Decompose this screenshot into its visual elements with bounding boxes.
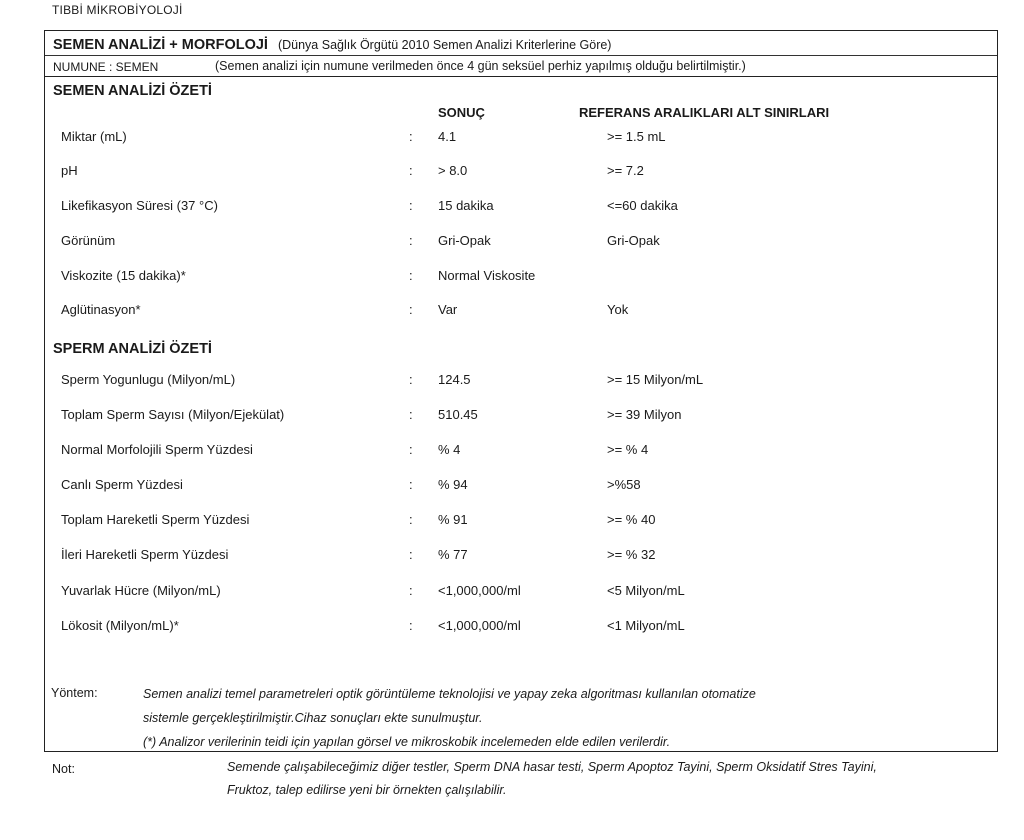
separator: : — [409, 407, 413, 422]
reference-value: >= % 32 — [607, 547, 656, 562]
method-line-2: sistemle gerçekleştirilmiştir.Cihaz sonuçları ekte sunulmuştur. — [143, 711, 483, 725]
separator: : — [409, 233, 413, 248]
separator: : — [409, 372, 413, 387]
table-row — [45, 233, 997, 253]
table-row — [45, 268, 997, 288]
result-value: % 77 — [438, 547, 468, 562]
note-label: Not: — [52, 762, 75, 776]
reference-value: >= 39 Milyon — [607, 407, 682, 422]
table-row — [45, 198, 997, 218]
reference-value: <1 Milyon/mL — [607, 618, 685, 633]
table-row — [45, 547, 997, 567]
sperm-section-title: SPERM ANALİZİ ÖZETİ — [53, 341, 212, 357]
report-header — [45, 31, 997, 77]
separator: : — [409, 512, 413, 527]
sample-note: (Semen analizi için numune verilmeden önce 4 gün seksüel perhiz yapılmış olduğu belirtilmiştir.) — [215, 59, 746, 73]
table-row — [45, 163, 997, 183]
reference-value: Yok — [607, 302, 629, 317]
separator: : — [409, 618, 413, 633]
result-value: <1,000,000/ml — [438, 583, 521, 598]
separator: : — [409, 583, 413, 598]
result-value: <1,000,000/ml — [438, 618, 521, 633]
reference-value: <=60 dakika — [607, 198, 678, 213]
table-row — [45, 372, 997, 392]
parameter-name: Aglütinasyon* — [61, 302, 141, 317]
separator: : — [409, 302, 413, 317]
parameter-name: Viskozite (15 dakika)* — [61, 268, 186, 283]
separator: : — [409, 477, 413, 492]
result-value: 15 dakika — [438, 198, 494, 213]
reference-column-header: REFERANS ARALIKLARI ALT SINIRLARI — [579, 105, 830, 120]
table-row — [45, 583, 997, 603]
result-value: Gri-Opak — [438, 233, 491, 248]
table-row — [45, 442, 997, 462]
reference-value: >%58 — [607, 477, 641, 492]
report-title-line — [53, 36, 611, 54]
sample-line — [45, 55, 997, 78]
department-name: TIBBİ MİKROBİYOLOJİ — [52, 3, 183, 17]
parameter-name: Toplam Sperm Sayısı (Milyon/Ejekülat) — [61, 407, 285, 422]
separator: : — [409, 129, 413, 144]
reference-value: <5 Milyon/mL — [607, 583, 685, 598]
parameter-name: Normal Morfolojili Sperm Yüzdesi — [61, 442, 253, 457]
reference-value: Gri-Opak — [607, 233, 660, 248]
result-value: 4.1 — [438, 129, 457, 144]
parameter-name: İleri Hareketli Sperm Yüzdesi — [61, 547, 229, 562]
result-value: > 8.0 — [438, 163, 468, 178]
result-value: % 4 — [438, 442, 461, 457]
reference-value: >= 1.5 mL — [607, 129, 666, 144]
result-value: Normal Viskosite — [438, 268, 536, 283]
result-value: 510.45 — [438, 407, 478, 422]
parameter-name: Likefikasyon Süresi (37 °C) — [61, 198, 218, 213]
result-value: % 94 — [438, 477, 468, 492]
report-subtitle: (Dünya Sağlık Örgütü 2010 Semen Analizi Kriterlerine Göre) — [277, 38, 612, 52]
parameter-name: Yuvarlak Hücre (Milyon/mL) — [61, 583, 221, 598]
table-row — [45, 407, 997, 427]
report-frame — [44, 30, 998, 752]
parameter-name: Lökosit (Milyon/mL)* — [61, 618, 179, 633]
parameter-name: Görünüm — [61, 233, 116, 248]
separator: : — [409, 547, 413, 562]
result-value: % 91 — [438, 512, 468, 527]
reference-value: >= 15 Milyon/mL — [607, 372, 704, 387]
parameter-name: Toplam Hareketli Sperm Yüzdesi — [61, 512, 250, 527]
method-line-3: (*) Analizor verilerinin teidi için yapılan görsel ve mikroskobik incelemeden elde edilen verilerdir. — [143, 735, 671, 749]
result-value: Var — [438, 302, 458, 317]
semen-section-title: SEMEN ANALİZİ ÖZETİ — [53, 83, 212, 99]
sample-label: NUMUNE : SEMEN — [53, 60, 159, 74]
separator: : — [409, 442, 413, 457]
reference-value: >= 7.2 — [607, 163, 644, 178]
report-title: SEMEN ANALİZİ + MORFOLOJİ — [53, 37, 268, 53]
table-row — [45, 129, 997, 149]
table-row — [45, 512, 997, 532]
note-line-2: Fruktoz, talep edilirse yeni bir örnekten çalışılabilir. — [227, 783, 507, 797]
result-value: 124.5 — [438, 372, 471, 387]
parameter-name: pH — [61, 163, 78, 178]
method-label: Yöntem: — [51, 686, 98, 700]
note-line-1: Semende çalışabileceğimiz diğer testler, Sperm DNA hasar testi, Sperm Apoptoz Tayini, Sperm Oksidatif Stres Tayini, — [227, 760, 877, 774]
result-column-header: SONUÇ — [438, 105, 485, 120]
parameter-name: Miktar (mL) — [61, 129, 127, 144]
parameter-name: Canlı Sperm Yüzdesi — [61, 477, 183, 492]
table-row — [45, 302, 997, 322]
separator: : — [409, 198, 413, 213]
separator: : — [409, 163, 413, 178]
reference-value: >= % 40 — [607, 512, 656, 527]
parameter-name: Sperm Yogunlugu (Milyon/mL) — [61, 372, 236, 387]
table-row — [45, 618, 997, 638]
reference-value: >= % 4 — [607, 442, 649, 457]
separator: : — [409, 268, 413, 283]
method-line-1: Semen analizi temel parametreleri optik görüntüleme teknolojisi ve yapay zeka algoritması kullanılan otomatize — [143, 687, 756, 701]
table-row — [45, 477, 997, 497]
